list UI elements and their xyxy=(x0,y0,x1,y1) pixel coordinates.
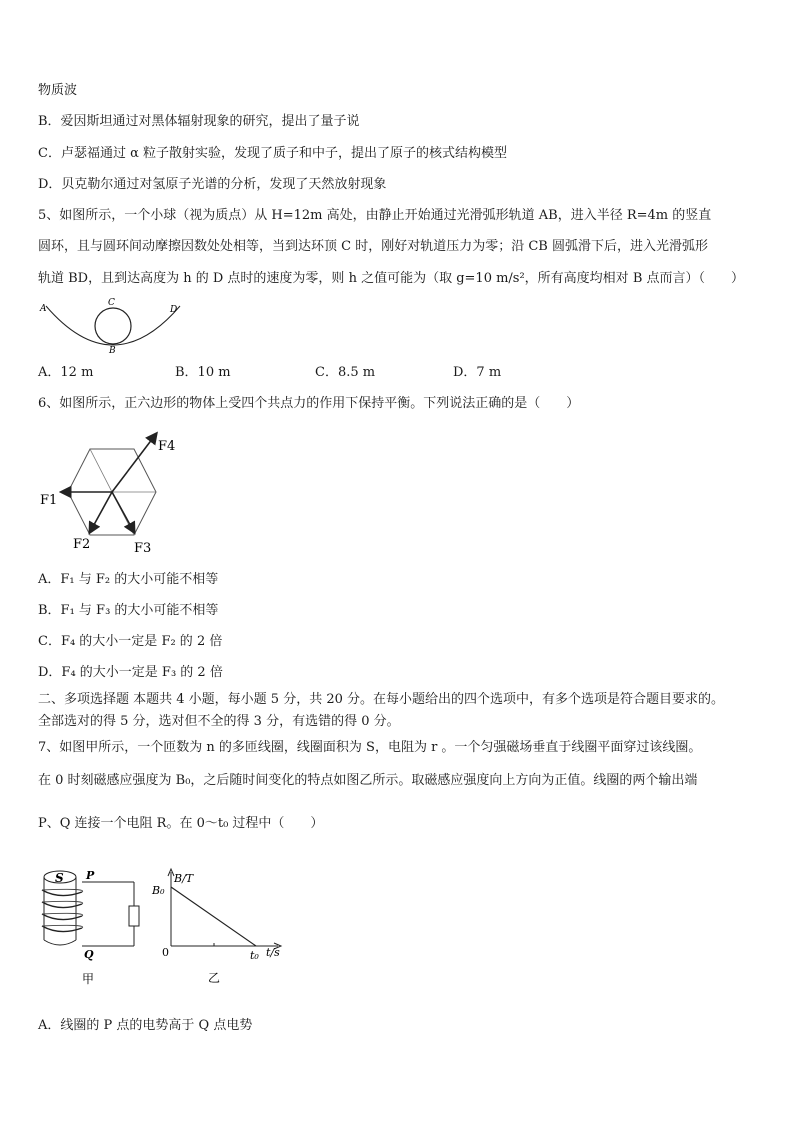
option-b: B．爱因斯坦通过对黑体辐射现象的研究，提出了量子说 xyxy=(38,114,360,129)
coil-s-label: S xyxy=(55,871,64,885)
q5-option-a: A．12 m xyxy=(38,365,94,380)
question-5-line1: 5、如图所示，一个小球（视为质点）从 H=12m 高处，由静止开始通过光滑弧形轨道 AB，进入半径 R=4m 的竖直 xyxy=(38,208,712,223)
section-2-heading: 二、多项选择题 本题共 4 小题，每小题 5 分，共 20 分。在每小题给出的四个选项中，有多个选项是符合题目要求的。 xyxy=(38,692,725,707)
question-7-line3: P、Q 连接一个电阻 R。在 0～t₀ 过程中（ ） xyxy=(38,816,324,831)
option-c: C．卢瑟福通过 α 粒子散射实验，发现了质子和中子，提出了原子的核式结构模型 xyxy=(38,146,507,161)
point-a-label: A xyxy=(40,304,47,314)
section-2-rules: 全部选对的得 5 分，选对但不全的得 3 分，有选错的得 0 分。 xyxy=(38,714,400,729)
question-5-line2: 圆环，且与圆环间动摩擦因数处处相等，当到达环顶 C 时，刚好对轨道压力为零；沿 CB 圆弧滑下后，进入光滑弧形 xyxy=(38,239,708,254)
origin-label: 0 xyxy=(162,946,169,959)
question-7-line2: 在 0 时刻磁感应强度为 B₀，之后随时间变化的特点如图乙所示。取磁感应强度向上方向为正值。线圈的两个输出端 xyxy=(38,773,698,788)
b0-tick-label: B₀ xyxy=(152,884,165,897)
q6-option-a: A．F₁ 与 F₂ 的大小可能不相等 xyxy=(38,572,219,587)
t0-tick-label: t₀ xyxy=(250,949,259,962)
y-axis-label: B/T xyxy=(174,872,194,885)
figure-q7-coil-circuit xyxy=(38,864,148,990)
question-6-stem: 6、如图所示，正六边形的物体上受四个共点力的作用下保持平衡。下列说法正确的是（ ） xyxy=(38,396,580,411)
question-5-line3: 轨道 BD，且到达高度为 h 的 D 点时的速度为零，则 h 之值可能为（取 g=10 m/s²，所有高度均相对 B 点而言）（ ） xyxy=(38,271,744,286)
f4-label: F4 xyxy=(158,439,176,454)
terminal-q-label: Q xyxy=(84,948,94,961)
q5-option-b: B．10 m xyxy=(175,365,231,380)
q6-option-b: B．F₁ 与 F₃ 的大小可能不相等 xyxy=(38,603,219,618)
q5-option-d: D．7 m xyxy=(453,365,502,380)
point-c-label: C xyxy=(108,298,115,308)
figure-jia-caption: 甲 xyxy=(82,972,95,986)
q7-option-a: A．线圈的 P 点的电势高于 Q 点电势 xyxy=(38,1018,253,1033)
option-d: D．贝克勒尔通过对氢原子光谱的分析，发现了天然放射现象 xyxy=(38,177,387,192)
x-axis-label: t/s xyxy=(266,946,280,959)
q5-option-c: C．8.5 m xyxy=(315,365,376,380)
f2-label: F2 xyxy=(73,537,91,552)
figure-q7-b-t-graph xyxy=(150,864,320,990)
point-d-label: D xyxy=(170,305,178,315)
point-b-label: B xyxy=(109,346,116,356)
f1-label: F1 xyxy=(40,493,58,508)
text-line: 物质波 xyxy=(38,83,78,98)
question-5-options xyxy=(38,364,501,382)
figure-yi-caption: 乙 xyxy=(208,971,221,985)
q6-option-c: C．F₄ 的大小一定是 F₂ 的 2 倍 xyxy=(38,634,223,649)
figure-q6-hexagon-forces xyxy=(38,428,188,558)
q6-option-d: D．F₄ 的大小一定是 F₃ 的 2 倍 xyxy=(38,665,223,680)
figure-q5-track-loop xyxy=(38,296,188,356)
question-7-line1: 7、如图甲所示，一个匝数为 n 的多匝线圈，线圈面积为 S，电阻为 r 。一个匀强磁场垂直于线圈平面穿过该线圈。 xyxy=(38,740,702,755)
terminal-p-label: P xyxy=(86,869,95,882)
f3-label: F3 xyxy=(134,541,152,556)
